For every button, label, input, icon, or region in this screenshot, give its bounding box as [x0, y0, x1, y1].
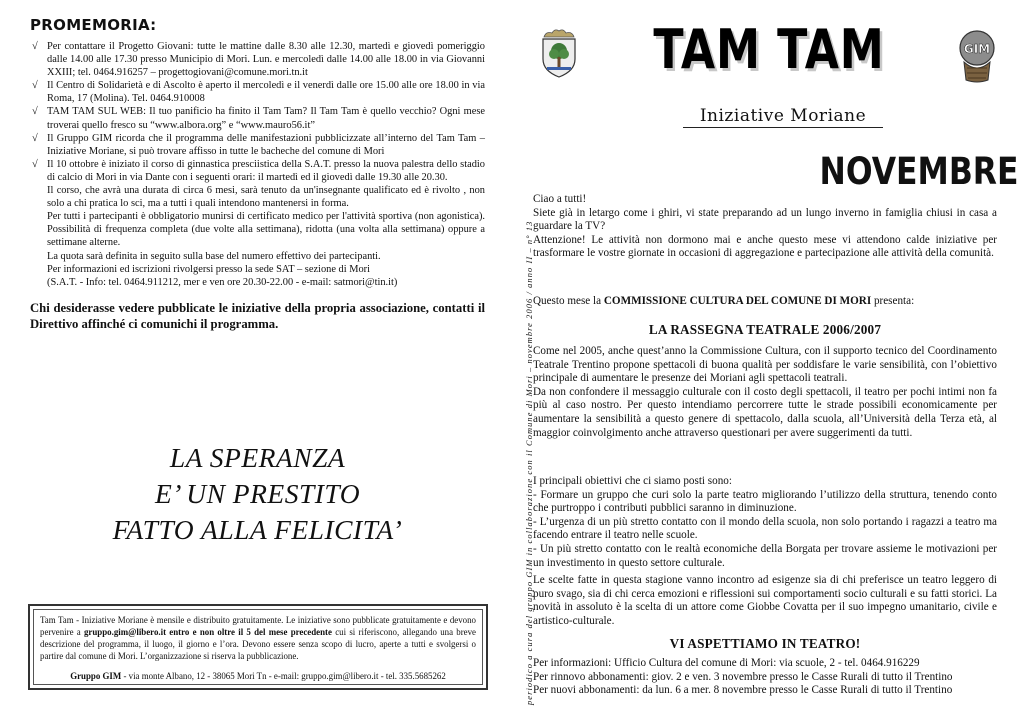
presents-organizer: COMMISSIONE CULTURA DEL COMUNE DI MORI — [603, 295, 872, 307]
list-item-text: TAM TAM SUL WEB: Il tuo panificio ha finito il Tam Tam? Il Tam Tam è quello vecchio? Ogni mese troverai quello fresco su “www.albora.org” e “www.mauro56.it” — [47, 106, 485, 131]
objective-item: - Un più stretto contatto con le realtà economiche della Borgata per trovare assieme le motivazioni per un investimento in questo settore culturale. — [533, 542, 997, 569]
list-item — [30, 132, 485, 158]
newsletter-title: TAM TAM — [653, 18, 885, 81]
check-icon: √ — [32, 132, 38, 144]
list-item-detail: (S.A.T. - Info: tel. 0464.911212, mer e ven ore 20.30-22.00 - e-mail: satmori@tin.it) — [47, 276, 398, 288]
masthead-vertical-text: periodico a cura del gruppo GIM in collaborazione con il Comune di Mori – novembre 2006 / anno II – n° 13 — [525, 220, 534, 705]
group-contact — [40, 670, 476, 682]
list-item-detail: Il corso, che avrà una durata di circa 6 mesi, sarà tenuto da un'insegnante qualificato ed è rivolto , non solo a chi pratica lo sci, ma a tutti i quali intendono mantenersi in forma. — [47, 185, 485, 210]
promemoria-column — [30, 16, 485, 332]
gim-logo-icon — [956, 28, 998, 84]
publication-info — [33, 609, 483, 685]
presents-text: Questo mese la — [533, 295, 604, 307]
info-line: Per rinnovo abbonamenti: giov. 2 e ven. 3 novembre presso le Casse Rurali di tutto il Trentino — [533, 670, 953, 683]
objective-item: - L’urgenza di un più stretto contatto con il mondo della scuola, non solo portando i ragazzi a teatro ma facendo entrare il teatro nelle scuole. — [533, 515, 997, 542]
choices-text — [533, 574, 997, 628]
objectives-list — [533, 475, 997, 570]
promemoria-title: PROMEMORIA: — [30, 16, 157, 34]
notice-text: Tam Tam - Iniziative Moriane è mensile e distribuito gratuitamente. Le iniziative sono pubblicate gratuitamente e devono pervenire a — [40, 615, 476, 638]
check-icon: √ — [32, 80, 38, 92]
list-item — [30, 40, 485, 79]
motto-quote — [30, 440, 485, 548]
list-item-detail: La quota sarà definita in seguito sulla base del numero effettivo dei partecipanti. — [47, 250, 381, 262]
presents-text: presenta: — [871, 295, 915, 307]
info-line: Per nuovi abbonamenti: da lun. 6 a mer. 8 novembre presso le Casse Rurali di tutto il Trentino — [533, 684, 953, 697]
issue-month: NOVEMBRE — [819, 150, 1019, 193]
motto-line: FATTO ALLA FELICITA’ — [112, 514, 403, 545]
list-item-detail: Per informazioni ed iscrizioni rivolgersi presso la sede SAT – sezione di Mori — [47, 263, 371, 275]
objectives-intro: I principali obiettivi che ci siamo posti sono: — [533, 475, 732, 487]
check-icon: √ — [32, 158, 38, 170]
rassegna-paragraph: Da non confondere il messaggio culturale con il costo degli spettacoli, il teatro per pochi intimi non fa più al caso nostro. Per questo intendiamo percorrere tutte le strade possibili economicamente per aumentare la sensibilità a questo genere di spettacolo, dalla scuola, all’Università della Terza età, al maggior coinvolgimento anche attraverso questionari per avere suggerimenti da tutti. — [533, 385, 997, 439]
group-name: Gruppo GIM — [70, 671, 122, 682]
rassegna-paragraph: Come nel 2005, anche quest’anno la Commissione Cultura, con il supporto tecnico del Coordinamento Teatrale Trentino propone spettacoli di buona qualità per soddisfare le varie sensibilità, con l’obiettivo principale di aumentare le presenze dei Moriani agli spettacoli teatrali. — [533, 345, 997, 385]
list-item-detail: Per tutti i partecipanti è obbligatorio munirsi di certificato medico per l'attività sportiva (non agonistica). Possibilità di frequenza completa (due volte alla settimana), ridotta (una volta alla settimana) oppure a settimane alterne. — [47, 211, 485, 249]
main-column — [533, 0, 1019, 724]
notice-text: cui si riferiscono, allegando una breve descrizione del programma, il luogo, il giorno e l’ora. Devono essere senza scopo di lucro, aperte a tutti e svolgersi o partire dal comune di Mori. L’organizzazione si riserva la pubblicazione. — [40, 627, 476, 662]
info-line: Per informazioni: Ufficio Cultura del comune di Mori: via scuole, 2 - tel. 0464.916229 — [533, 657, 920, 669]
list-item-text: Il Centro di Solidarietà e di Ascolto è aperto il mercoledì e il venerdì dalle ore 15.00 alle ore 18.00 in via Roma, 17 (Molina). Tel. 0464.910008 — [47, 80, 485, 105]
closing-heading: VI ASPETTIAMO IN TEATRO! — [669, 636, 861, 651]
vertical-masthead — [518, 130, 532, 705]
list-item — [30, 105, 485, 131]
rassegna-text — [533, 345, 997, 440]
newsletter-subtitle: Iniziative Moriane — [683, 106, 883, 128]
intro-paragraph: Attenzione! Le attività non dormono mai e anche questo mese vi attendono calde iniziative per trasformare le vostre giornate in occasioni di aggregazione e partecipazione alle attività della comunità. — [533, 233, 997, 260]
intro-paragraph: Siete già in letargo come i ghiri, vi state preparando ad un lungo inverno in famiglia chiusi in casa a guardare la TV? — [533, 206, 997, 233]
notice-email: gruppo.gim@libero.it entro e non oltre il 5 del mese precedente — [83, 627, 332, 638]
intro-text — [533, 193, 997, 261]
list-item — [30, 79, 485, 105]
municipal-crest-icon — [538, 27, 580, 79]
motto-line: LA SPERANZA — [169, 442, 346, 473]
intro-paragraph: Ciao a tutti! — [533, 193, 587, 205]
publication-notice — [40, 614, 476, 662]
list-item-text: Il 10 ottobre è iniziato il corso di ginnastica presciistica della S.A.T. presso la nuova palestra dello stadio di calcio di Mori in via Dante con i seguenti orari: il martedì ed il giovedì dalle 19.30 alle 20.30. — [47, 158, 485, 183]
section-heading: LA RASSEGNA TEATRALE 2006/2007 — [648, 322, 882, 337]
check-icon: √ — [32, 106, 38, 118]
choices-paragraph: Le scelte fatte in questa stagione vanno incontro ad esigenze sia di chi preferisce un teatro leggero di puro svago, sia di chi cerca emozioni e riflessioni sui comportamenti socio culturali e su fatti storici. La novità in assoluto è la scelta di un attore come Giobbe Covatta per il suo impegno umanitario, civile e artistico-culturale. — [533, 574, 997, 627]
publication-info-box — [28, 604, 488, 690]
motto-line: E’ UN PRESTITO — [154, 478, 361, 509]
check-icon: √ — [32, 41, 38, 52]
group-address: - via monte Albano, 12 - 38065 Mori Tn - e-mail: gruppo.gim@libero.it - tel. 335.5685262 — [121, 671, 446, 682]
presents-line — [533, 295, 997, 309]
highlight-note: Chi desiderasse vedere pubblicate le iniziative della propria associazione, contatti il Direttivo affinché ci comunichi il programma. — [30, 300, 485, 331]
objective-item: - Formare un gruppo che curi solo la parte teatro migliorando l’utilizzo della struttura, tenendo conto che purtroppo i contributi pubblici saranno in diminuzione. — [533, 488, 997, 515]
list-item-text: Per contattare il Progetto Giovani: tutte le mattine dalle 8.30 alle 12.30, martedì e giovedì pomeriggio dalle 14.00 alle 17.30 presso Municipio di Mori. Lun. e mercoledì dalle 14.00 alle 18.00 in via Giovanni XXIII; tel. 0464.916257 – progettogiovani@comune.mori.tn.it — [47, 41, 485, 79]
list-item — [30, 158, 485, 289]
gim-logo-text: GIM — [963, 42, 991, 56]
list-item-text: Il Gruppo GIM ricorda che il programma delle manifestazioni pubblicizzate all’interno del Tam Tam – Iniziative Moriane, si può trovare affisso in tutte le bacheche del comune di Mori — [47, 132, 485, 157]
info-lines — [533, 657, 997, 698]
